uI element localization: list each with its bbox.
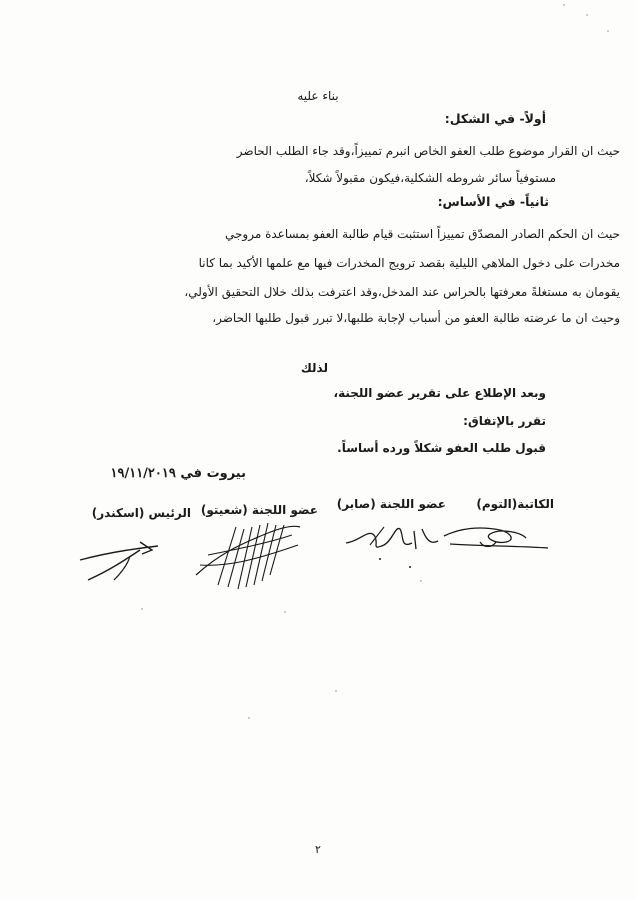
section1-line2: مستوفياً سائر شروطه الشكلية،فيكون مقبولاً شكلاً، [304,171,556,185]
scan-speck [284,611,286,613]
signature-label-member-shaito: عضو اللجنة (شعيتو) [200,503,318,517]
signature-label-secretary: الكاتبة(التوم) [476,497,554,511]
section2-line1: حيث ان الحكم الصادر المصدّق تمييزاً استثبت قيام طالبة العفو بمساعدة مروجي [225,227,620,241]
section1-line1: حيث ان القرار موضوع طلب العفو الخاص انبرم تمييزاً،وقد جاء الطلب الحاضر [236,144,620,158]
scan-speck [420,580,422,582]
member-shaito-signature [188,515,308,595]
member-saber-signature [340,515,450,575]
scan-speck [563,4,565,6]
section2-line3: يقومان به مستغلةً معرفتها بالحراس عند المدخل،وقد اعترفت بذلك خلال التحقيق الأولي، [184,285,620,299]
place-date-prefix: بيروت في [180,466,246,481]
scan-speck [141,608,143,610]
intro-heading: بناء عليه [297,89,339,103]
place-date [111,466,247,482]
signature-label-member-saber: عضو اللجنة (صابر) [336,497,446,511]
president-signature [70,530,180,590]
after-review-line: وبعد الإطلاع على تقرير عضو اللجنة، [333,386,546,400]
section2-line2: مخدرات على دخول الملاهي الليلية بقصد ترويج المخدرات فيها مع علمها الأكيد بما كانا [198,256,620,270]
scan-speck [586,14,588,16]
scan-speck [607,30,609,32]
date-handwritten: ١٩/١١/٢٠١٩ [110,466,176,481]
page-number: ٢ [315,843,321,856]
section1-heading: أولاً- في الشكل: [444,111,546,126]
scan-speck [248,717,250,719]
section2-line4: وحيث ان ما عرضته طالبة العفو من أسباب لإجابة طلبها،لا تبرر قبول طلبها الحاضر، [212,311,620,325]
signature-label-president: الرئيس (اسكندر) [91,506,191,520]
decision-line: قبول طلب العفو شكلاً ورده أساساً. [337,441,546,455]
therefore-heading: لذلك [300,361,328,375]
secretary-signature [440,518,555,558]
scan-speck [335,690,337,692]
decides-line: تقرر بالإتفاق: [463,414,546,428]
section2-heading: ثانياً- في الأساس: [437,194,549,209]
